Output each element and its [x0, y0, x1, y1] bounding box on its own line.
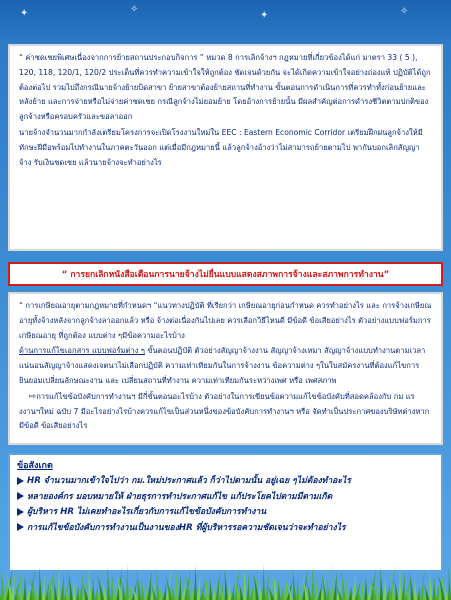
grass-blade — [352, 570, 357, 600]
grass-blade — [361, 569, 365, 600]
grass-blade — [129, 572, 133, 600]
sparkle-icon: ✧ — [400, 6, 409, 17]
grass-blade — [60, 572, 64, 600]
note-item: ผู้บริหาร HR ไม่เคยทำอะไรเกี่ยวกับการแก้ไขข้อบังคับการทำงาน — [17, 505, 434, 521]
grass-blade — [137, 571, 142, 600]
grass-blade — [122, 580, 126, 600]
triangle-bullet-icon — [17, 523, 24, 531]
grass-blade — [209, 578, 212, 600]
special-severance-section — [8, 44, 443, 251]
grass-decoration — [0, 560, 451, 600]
sparkle-icon: ✦ — [260, 10, 269, 21]
note-item: การแก้ไขข้อบังคับการทำงานเป็นงานของHR ที่ผู้บริหารรอความชัดเจนว่าจะทำอย่างไร — [17, 521, 434, 537]
grass-blade — [107, 567, 110, 600]
grass-blade — [234, 575, 241, 600]
grass-blade — [141, 578, 144, 600]
grass-blade — [414, 578, 417, 600]
relocation-paragraph: “ ค่าชดเชยพิเศษเนื่องจากการย้ายสถานประกอบกิจการ ” หมวด 8 การเลิกจ้างฯ กฎหมายที่เกี่ยวข้องได้แก่ มาตรา 33 ( 5 ), 120, 118, 120/1, 120/2 ประเด็นที่ควรทำความเข้าใจให้ถูกต้อง ชัดเจนด้วยกัน จะได้เกิดความเข้าใจอย่างถ่องแท้ ปฏิบัติได้ถูกต้องต่อไป รวมไปถึงกรณีนายจ้างย้ายบิดสาขา ย้ายสาขาต้องย้ายสถานที่ทำงาน ขั้นตอนการดำเนินการที่ควรทำทั้งก่อนย้ายและหลังย้าย และการจ่ายหรือไม่จ่ายค่าชดเชย กรณีลูกจ้างไม่ยอมย้าย โดยอ้างการย้ายนั้น มีผลสำคัญต่อการดำรงชีวิตตามปกติของลูกจ้างหรือครอบครัวและขอลาออก — [19, 53, 431, 122]
grass-blade — [409, 571, 414, 600]
work-rules-paragraph — [19, 390, 432, 434]
grass-blade — [156, 569, 160, 600]
grass-blade — [302, 575, 309, 600]
grass-blade — [277, 578, 280, 600]
grass-blade — [429, 569, 433, 600]
grass-blade — [370, 575, 377, 600]
grass-blade — [110, 574, 113, 600]
grass-blade — [420, 570, 425, 600]
banner-title: “ การยกเลิกหนังสือเตือนการนายจ้างไม่ยื่นแบบแสดงสภาพการจ้างและสภาพการทำงาน” — [61, 270, 390, 280]
grass-blade — [436, 583, 440, 600]
grass-blade — [39, 567, 42, 600]
grass-blade — [258, 580, 262, 600]
grass-blade — [23, 576, 26, 600]
documents-text: ขั้นตอนปฏิบัติ ตัวอย่างสัญญาจ้างงาน สัญญาจ้างเหมา สัญญาจ้างแบบทำงานตามเวลาแน่นอนสัญญาจ้างแสดงเจตนาไม่เลือกปฏิบัติ ความเท่าเทียมกันในการจ้างงาน ข้อความต่าง ๆในใบสมัครงานที่ต้องแก้ไขการยินยอมเปลี่ยนลักษณะงาน และ เปลี่ยนสถานที่ทำงาน ความเท่าเทียมกันระหว่างเพศ หรือ เพศสภาพ — [19, 346, 426, 385]
grass-blade — [333, 572, 337, 600]
grass-blade — [212, 585, 215, 600]
work-rules-text: การแก้ไขข้อบังคับการทำงานฯ มีกี่ขั้นตอนอะไรบ้าง ตัวอย่างในการเขียนข้อความแก้ไขข้อบังคับที่สอดคล้องกับ กม แรงงานฯใหม่ ฉบับ 7 มีอะไรอย่างไรบ้างควรแก้ไขเป็นส่วนหนึ่งของข้อบังคับการทำงานฯ หรือ จัดทำเป็นประกาศของบริษัทต่างหาก มีข้อดี ข้อเสียอย่างไร — [19, 391, 430, 431]
grass-blade — [79, 570, 84, 600]
grass-blade — [68, 571, 73, 600]
documents-paragraph — [19, 344, 432, 388]
grass-blade — [296, 576, 299, 600]
grass-blade — [432, 576, 435, 600]
eec-paragraph: นายจ้างจำนวนมากกำลังเตรียมโครงการจะเปิดโรงงานใหม่ใน EEC : Eastern Economic Corridor เตรียมฝึกฝนลูกจ้างให้มีทักษะฝีมือพร้อมไปทำงานในภาคตะวันออก แต่เมื่อมีกฎหมายนี้ แล้วลูกจ้างอ้างว่าไม่สามารถย้ายตามไป พากันบอกเลิกสัญญาจ้าง รับเงินชดเชย แล้วนายจ้างจะทำอย่างไร — [19, 127, 423, 167]
grass-blade — [330, 565, 333, 600]
grass-blade — [91, 576, 94, 600]
grass-blade — [126, 565, 129, 600]
right-arrow-icon: ⇨ — [28, 391, 37, 402]
note-item: หลายองค์กร มอบหมายให้ ฝ่ายธุรการทำประกาศแก้ไข แก้ประโยคไปตามมีตามเกิด — [17, 490, 434, 506]
grass-blade — [175, 567, 178, 600]
grass-blade — [364, 576, 367, 600]
grass-blade — [205, 571, 210, 600]
triangle-bullet-icon — [17, 477, 24, 485]
grass-blade — [160, 576, 163, 600]
grass-blade — [349, 585, 352, 600]
grass-blade — [88, 569, 92, 600]
grass-blade — [20, 569, 24, 600]
grass-blade — [327, 580, 331, 600]
grass-blade — [341, 571, 346, 600]
grass-blade — [367, 583, 371, 600]
grass-blade — [194, 565, 197, 600]
grass-blade — [190, 580, 194, 600]
retirement-section — [8, 292, 443, 445]
grass-blade — [281, 585, 284, 600]
grass-blade — [231, 583, 235, 600]
grass-blade — [73, 578, 76, 600]
grass-blade — [346, 578, 349, 600]
grass-blade — [417, 585, 420, 600]
grass-blade — [197, 572, 201, 600]
grass-blade — [380, 567, 383, 600]
grass-blade — [144, 585, 147, 600]
grass-blade — [215, 570, 220, 600]
grass-blade — [178, 574, 181, 600]
grass-blade — [438, 575, 445, 600]
documents-heading: ด้านการแก้ไขเอกสาร แบบฟอร์มต่าง ๆ — [19, 346, 145, 356]
grass-blade — [398, 565, 401, 600]
grass-blade — [42, 574, 45, 600]
grass-blade — [57, 565, 60, 600]
grass-blade — [246, 574, 249, 600]
retirement-paragraph: “ การเกษียณอายุตามกฎหมายที่กำหนดฯ “แนวทางปฏิบัติ ที่เรียกว่า เกษียณอายุก่อนกำหนด ควรทำอย่างไร และ การจ้างเกษียณอายุทั้งจ้างหลังจากลูกจ้างลาออกแล้ว หรือ จ้างต่อเนื่องกันไปเลย ควรเลือกวิธีไหนดี มีข้อดี ข้อเสียอย่างไร ตัวอย่างแบบฟอร์มการเกษียณอายุ ที่ถูกต้อง แบบต่าง ๆมีข้อความอะไรบ้าง — [19, 301, 432, 340]
grass-blade — [29, 575, 36, 600]
note-item: HR จำนวนมากเข้าใจไปว่า กม.ใหม่ประกาศแล้ว ก็ว่าไปตามนั้น อยู่เฉย ๆไม่ต้องทำอะไร — [17, 474, 434, 490]
grass-blade — [243, 567, 246, 600]
sparkle-icon: ✦ — [20, 8, 29, 19]
grass-blade — [166, 575, 173, 600]
grass-blade — [163, 583, 167, 600]
grass-blade — [312, 567, 315, 600]
grass-blade — [224, 569, 228, 600]
header-background — [0, 0, 451, 40]
grass-blade — [284, 570, 289, 600]
grass-blade — [299, 583, 303, 600]
topic-banner — [8, 262, 443, 286]
grass-blade — [262, 565, 265, 600]
notes-section — [8, 453, 443, 572]
grass-blade — [265, 572, 269, 600]
triangle-bullet-icon — [17, 492, 24, 500]
grass-blade — [26, 583, 30, 600]
grass-blade — [273, 571, 278, 600]
grass-blade — [293, 569, 297, 600]
grass-blade — [54, 580, 58, 600]
grass-blade — [383, 574, 386, 600]
grass-blade — [228, 576, 231, 600]
triangle-bullet-icon — [17, 508, 24, 516]
grass-blade — [76, 585, 79, 600]
grass-blade — [315, 574, 318, 600]
grass-blade — [147, 570, 152, 600]
notes-title: ข้อสังเกต — [17, 461, 53, 471]
grass-blade — [401, 572, 405, 600]
grass-blade — [97, 575, 104, 600]
grass-blade — [95, 583, 99, 600]
sparkle-icon: ✧ — [130, 4, 139, 15]
grass-blade — [395, 580, 399, 600]
